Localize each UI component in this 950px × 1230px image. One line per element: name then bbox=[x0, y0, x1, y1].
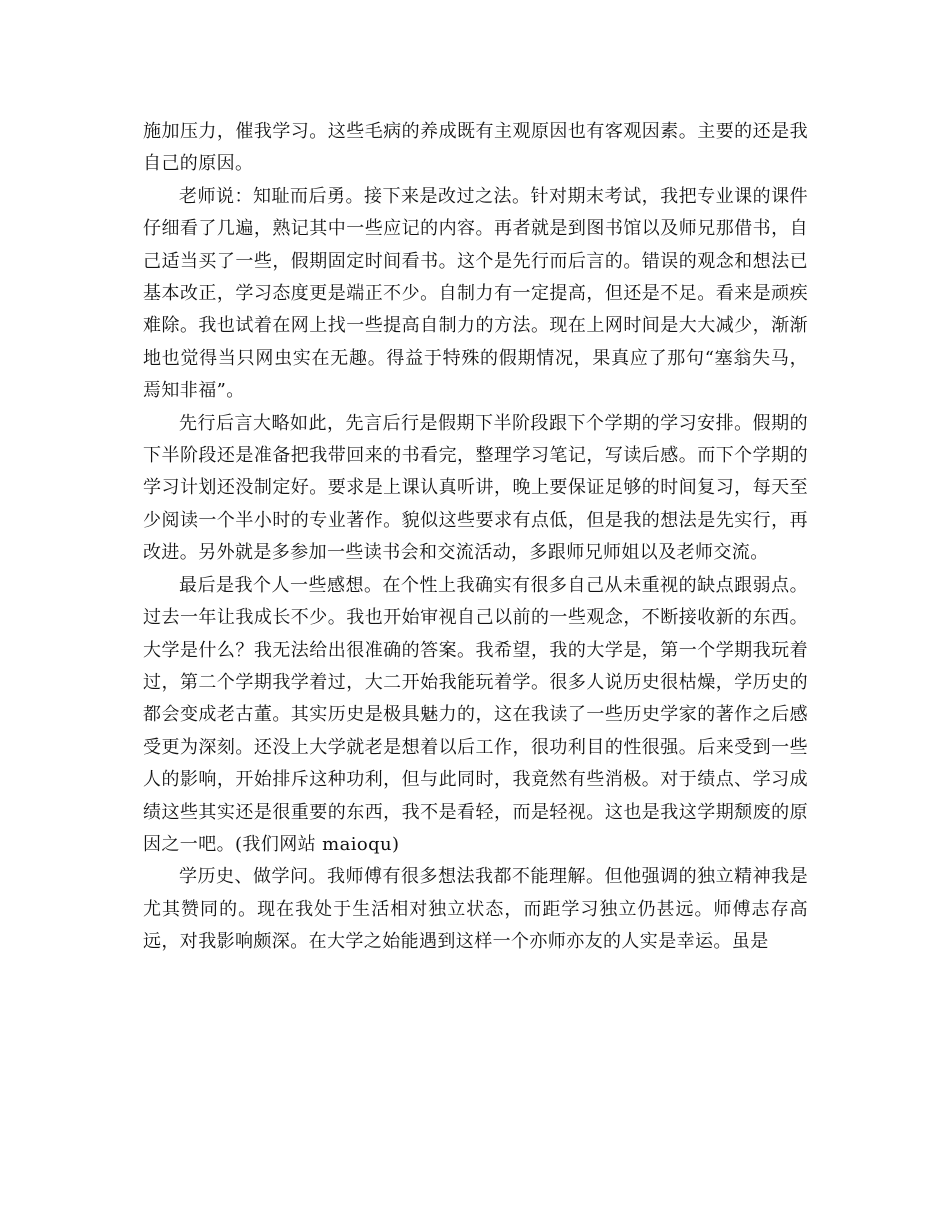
paragraph-3: 先行后言大略如此，先言后行是假期下半阶段跟下个学期的学习安排。假期的下半阶段还是准备把我带回来的书看完，整理学习笔记，写读后感。而下个学期的学习计划还没制定好。要求是上课认真听讲，晚上要保证足够的时间复习，每天至少阅读一个半小时的专业著作。貌似这些要求有点低，但是我的想法是先实行，再改进。另外就是多参加一些读书会和交流活动，多跟师兄师姐以及老师交流。 bbox=[143, 412, 808, 564]
paragraph-4: 最后是我个人一些感想。在个性上我确实有很多自己从未重视的缺点跟弱点。过去一年让我成长不少。我也开始审视自己以前的一些观念，不断接收新的东西。大学是什么？我无法给出很准确的答案。我希望，我的大学是，第一个学期我玩着过，第二个学期我学着过，大二开始我能玩着学。很多人说历史很枯燥，学历史的都会变成老古董。其实历史是极具魅力的，这在我读了一些历史学家的著作之后感受更为深刻。还没上大学就老是想着以后工作，很功利目的性很强。后来受到一些人的影响，开始排斥这种功利，但与此同时，我竟然有些消极。对于绩点、学习成绩这些其实还是很重要的东西，我不是看轻，而是轻视。这也是我这学期颓废的原因之一吧。(我们网站 maioqu) bbox=[143, 574, 808, 855]
paragraph-5: 学历史、做学问。我师傅有很多想法我都不能理解。但他强调的独立精神我是尤其赞同的。现在我处于生活相对独立状态，而距学习独立仍甚远。师傅志存高远，对我影响颇深。在大学之始能遇到这样一个亦师亦友的人实是幸运。虽是 bbox=[143, 866, 808, 953]
paragraph-2: 老师说：知耻而后勇。接下来是改过之法。针对期末考试，我把专业课的课件仔细看了几遍，熟记其中一些应记的内容。再者就是到图书馆以及师兄那借书，自己适当买了一些，假期固定时间看书。这个是先行而后言的。错误的观念和想法已基本改正，学习态度更是端正不少。自制力有一定提高，但还是不足。看来是顽疾难除。我也试着在网上找一些提高自制力的方法。现在上网时间是大大减少，渐渐地也觉得当只网虫实在无趣。得益于特殊的假期情况，果真应了那句“塞翁失马，焉知非福”。 bbox=[143, 185, 808, 402]
paragraph-1: 施加压力，催我学习。这些毛病的养成既有主观原因也有客观因素。主要的还是我自己的原因。 bbox=[143, 121, 808, 175]
document-page bbox=[143, 116, 808, 959]
